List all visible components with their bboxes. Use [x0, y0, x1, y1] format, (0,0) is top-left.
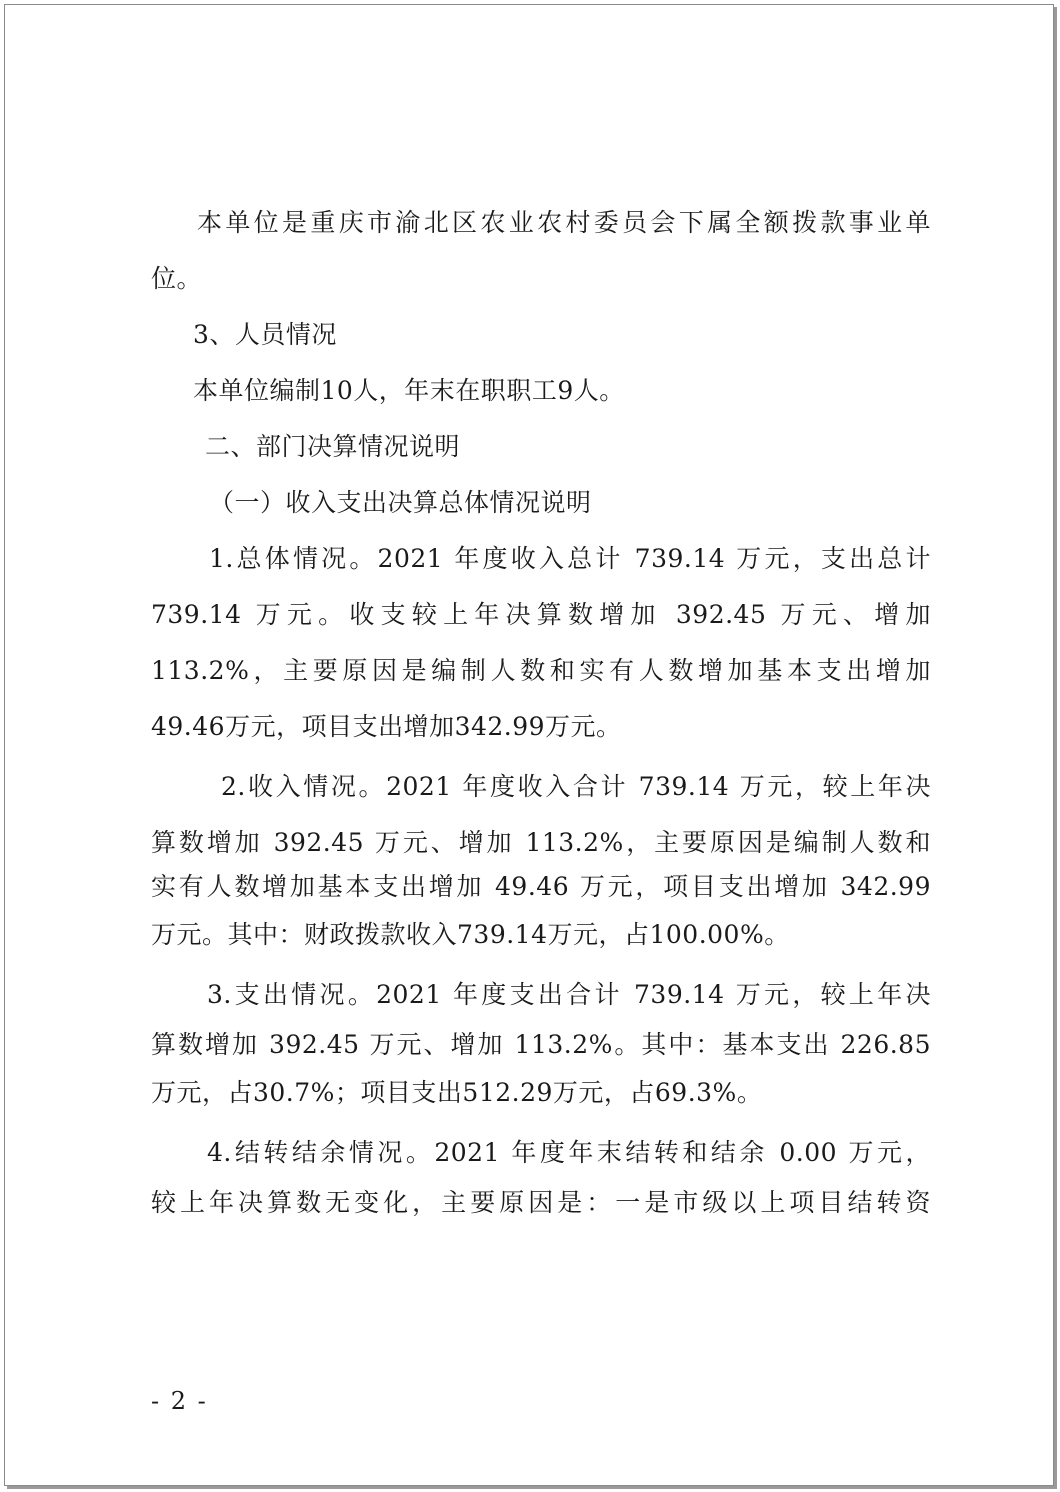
- paragraph-line: 算数增加 392.45 万元、增加 113.2%。其中：基本支出 226.85: [151, 1030, 931, 1059]
- section-heading: 二、部门决算情况说明: [205, 432, 461, 461]
- paragraph-line: 万元，占30.7%；项目支出512.29万元，占69.3%。: [151, 1078, 763, 1107]
- page-number: - 2 -: [151, 1387, 208, 1415]
- paragraph-line: 49.46万元，项目支出增加342.99万元。: [151, 712, 622, 741]
- subsection-heading: （一）收入支出决算总体情况说明: [209, 488, 592, 517]
- paragraph-line: 较上年决算数无变化，主要原因是：一是市级以上项目结转资: [151, 1188, 931, 1217]
- document-page: [4, 4, 1054, 1486]
- paragraph-line: 本单位编制10人，年末在职职工9人。: [193, 376, 625, 405]
- paragraph-line: 实有人数增加基本支出增加 49.46 万元，项目支出增加 342.99: [151, 872, 931, 901]
- section-heading: 3、人员情况: [193, 320, 337, 349]
- paragraph-line: 739.14 万元。收支较上年决算数增加 392.45 万元、增加: [151, 600, 931, 629]
- paragraph-line: 位。: [151, 264, 203, 293]
- paragraph-line: 3.支出情况。2021 年度支出合计 739.14 万元，较上年决: [207, 980, 931, 1009]
- paragraph-line: 2.收入情况。2021 年度收入合计 739.14 万元，较上年决: [221, 772, 931, 801]
- paragraph-line: 4.结转结余情况。2021 年度年末结转和结余 0.00 万元，: [207, 1138, 931, 1167]
- paragraph-line: 113.2%，主要原因是编制人数和实有人数增加基本支出增加: [151, 656, 931, 685]
- paragraph-line: 算数增加 392.45 万元、增加 113.2%，主要原因是编制人数和: [151, 828, 931, 857]
- paragraph-line: 本单位是重庆市渝北区农业农村委员会下属全额拨款事业单: [197, 208, 931, 237]
- paragraph-line: 1.总体情况。2021 年度收入总计 739.14 万元，支出总计: [209, 544, 931, 573]
- paragraph-line: 万元。其中：财政拨款收入739.14万元，占100.00%。: [151, 920, 790, 949]
